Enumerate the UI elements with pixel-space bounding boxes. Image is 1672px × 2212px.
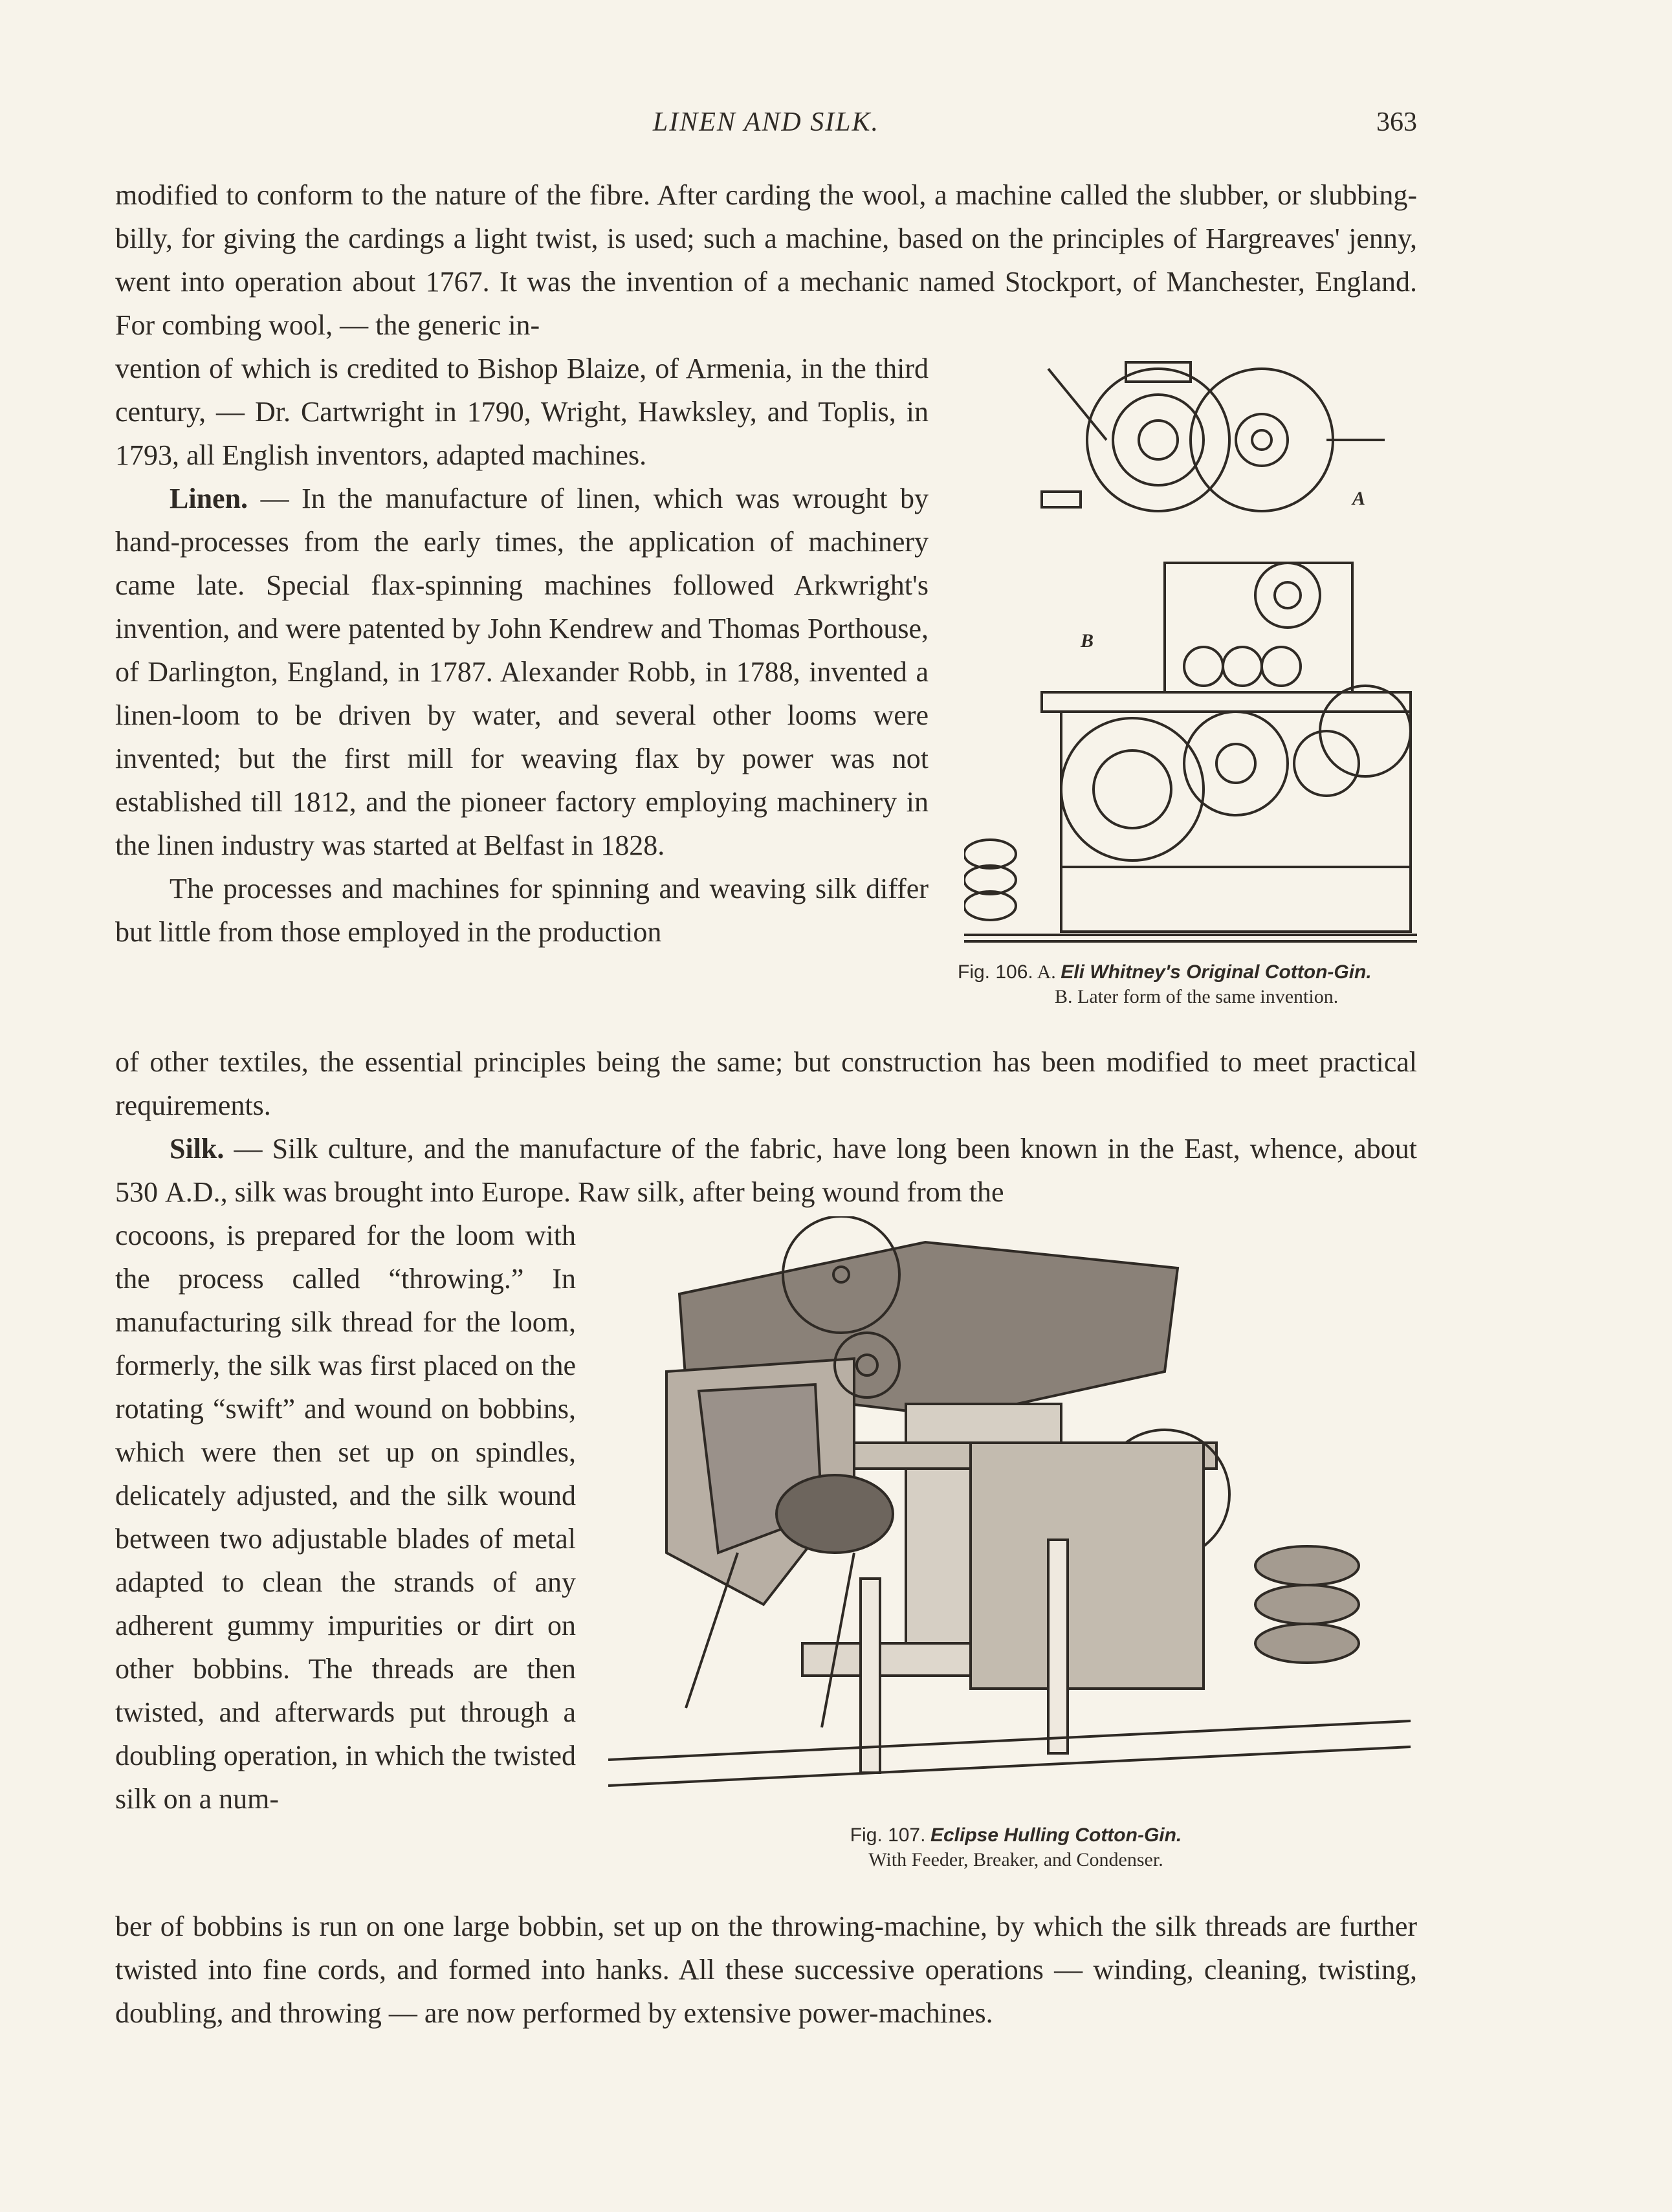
paragraph-processes: The processes and machines for spinning and weaving silk differ but little from those employed in the production: [115, 873, 929, 948]
figure-107: [608, 1216, 1411, 1812]
paragraph-silk-end: ber of bobbins is run on one large bobbin, set up on the throwing-machine, by which the silk threads are further twisted into fine cords, and formed into hanks. All these successive operations — winding, cleaning, twisting, doubling, and throwing — are now performed by extensive power-machines.: [115, 1911, 1417, 2029]
paragraph-wool-combing: vention of which is credited to Bishop Blaize, of Armenia, in the third century, — Dr. Cartwright in 1790, Wright, Hawksley, and Toplis, in 1793, all English inventors, adapted machines.: [115, 353, 929, 471]
paragraph-wool-carding: modified to conform to the nature of the fibre. After carding the wool, a machine called the slubber, or slubbing-billy, for giving the cardings a light twist, is used; such a machine, based on the principles of Hargreaves' jenny, went into operation about 1767. It was the invention of a mechanic named Stockport, of Manchester, England. For combing wool, — the generic in-: [115, 179, 1417, 341]
figure-106-caption: [958, 960, 1424, 1009]
figure-107-title: Eclipse Hulling Cotton-Gin.: [930, 1824, 1182, 1846]
paragraph-processes-cont: of other textiles, the essential principles being the same; but construction has been modified to meet practical requirements.: [115, 1046, 1417, 1121]
figure-107-number: Fig. 107.: [850, 1824, 926, 1846]
running-title: LINEN AND SILK.: [652, 107, 880, 137]
figure-106-number: Fig. 106.: [958, 961, 1033, 983]
figure-107-subtitle: With Feeder, Breaker, and Condenser.: [868, 1849, 1163, 1870]
figure-106-title: Eli Whitney's Original Cotton-Gin.: [1061, 961, 1372, 983]
figure-106: [964, 349, 1417, 951]
paragraph-linen: [115, 477, 929, 867]
figure-106-subtitle: B. Later form of the same invention.: [1055, 986, 1339, 1007]
figure-label-b: B: [1081, 630, 1094, 652]
linen-text: — In the manufacture of linen, which was wrought by hand-processes from the early times, the application of machinery came late. Special flax-spinning machines followed Arkwright's invention, and were patented by John Kendrew and Thomas Porthouse, of Darlington, England, in 1787. Alexander Robb, in 1788, invented a linen-loom to be driven by water, and several other looms were invented; but the first mill for weaving flax by power was not established till 1812, and the pioneer factory employing machinery in the linen industry was started at Belfast in 1828.: [115, 483, 929, 861]
paragraph-silk: [115, 1127, 1417, 1214]
figure-label-a: A: [1352, 488, 1366, 509]
paragraph-silk-column: cocoons, is prepared for the loom with the process called “throwing.” In manufacturing silk thread for the loom, formerly, the silk was first placed on the rotating “swift” and wound on bobbins, which were then set up on spindles, delicately adjusted, and the silk wound between two adjustable blades of metal adapted to clean the strands of any adherent gummy impurities or dirt on other bobbins. The threads are then twisted, and afterwards put through a doubling operation, in which the twisted silk on a num-: [115, 1220, 576, 1815]
page-number: 363: [1376, 107, 1417, 137]
silk-text-a: — Silk culture, and the manufacture of the fabric, have long been known in the East, whence, about 530: [115, 1133, 1417, 1208]
cotton-gin-engraving-106: [964, 349, 1417, 951]
figure-107-caption: [789, 1823, 1242, 1872]
silk-text-b: , silk was brought into Europe. Raw silk, after being wound from the: [220, 1176, 1004, 1208]
silk-heading: Silk.: [170, 1133, 225, 1165]
hulling-cotton-gin-engraving-107: [608, 1216, 1411, 1812]
silk-era: A.D.: [165, 1176, 221, 1208]
linen-heading: Linen.: [170, 483, 248, 514]
page-header: [115, 107, 1417, 146]
left-column-linen: [115, 347, 929, 954]
figure-106-title-prefix: A.: [1037, 961, 1061, 983]
